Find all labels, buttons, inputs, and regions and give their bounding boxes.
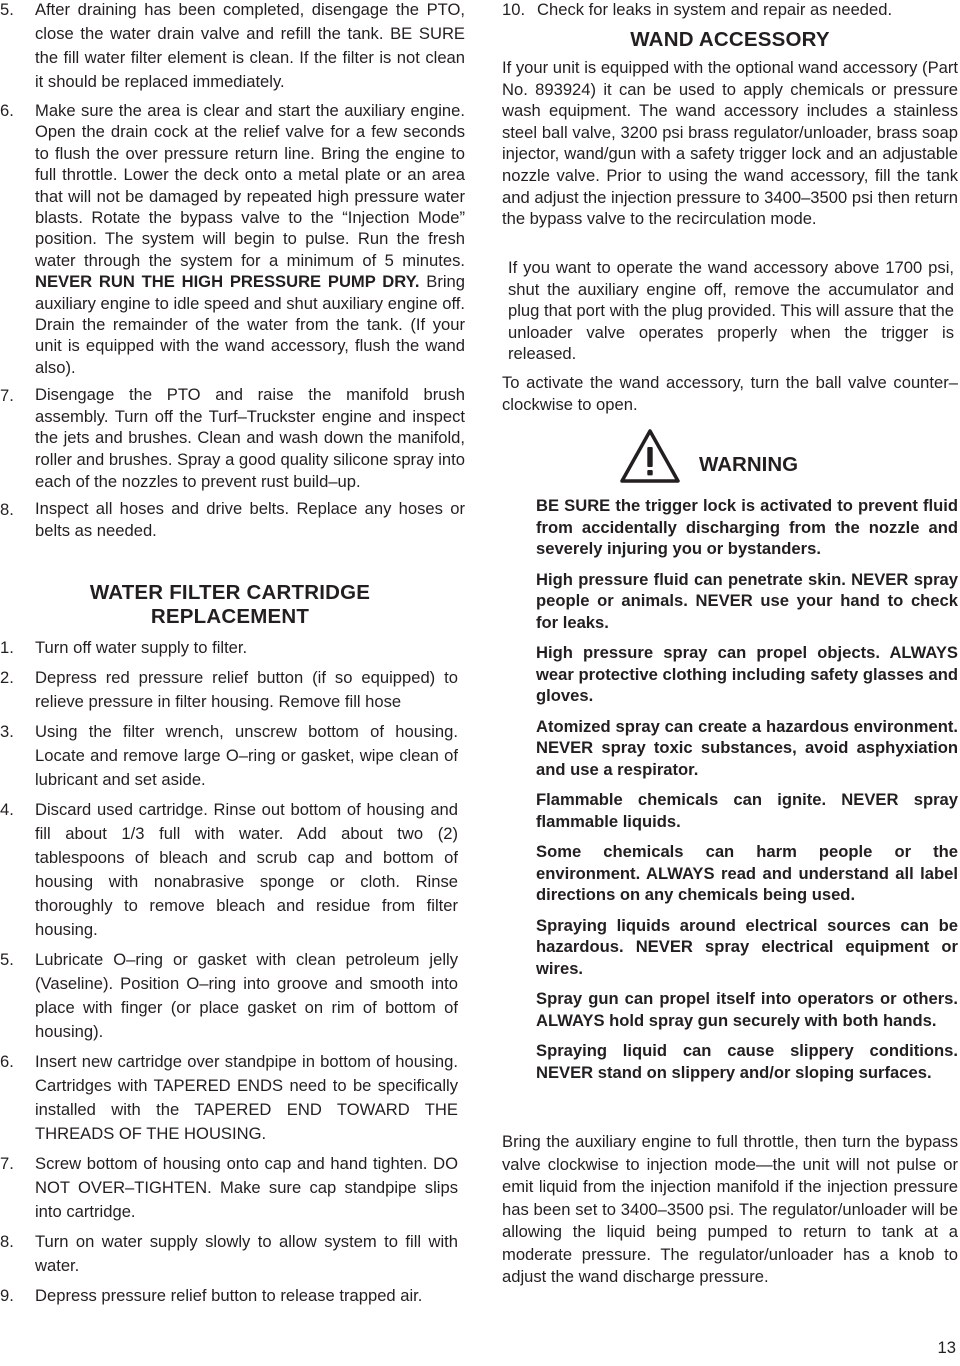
steps-b <box>0 636 458 1314</box>
warning-item: Some chemicals can harm people or the environment. ALWAYS read and understand all label directions on any chemicals being used. <box>536 842 958 904</box>
warning-header <box>619 428 919 484</box>
warning-item: Spraying liquid can cause slippery conditions. NEVER stand on slippery and/or sloping surfaces. <box>536 1041 958 1082</box>
filter-step-4: 4. Discard used cartridge. Rinse out bottom of housing and fill about 1/3 full with water. Add about two (2) tablespoons of bleach and scrub cap and bottom of housing with nonabrasive sponge or cloth. Rinse thoroughly to remove bleach and residue from filter housing. <box>0 800 458 939</box>
step-7: 7. Disengage the PTO and raise the manifold brush assembly. Turn off the Turf–Truckster engine and inspect the jets and brushes. Clean and wash down the manifold, roller and brushes. Spray a good quality silicone spray into each of the nozzles to prevent rust build–up. <box>0 385 465 491</box>
filter-heading <box>0 581 460 629</box>
warning-item: Atomized spray can create a hazardous environment. NEVER spray toxic substances, avoid asphyxiation and use a respirator. <box>536 716 958 779</box>
closing-paragraph: Bring the auxiliary engine to full throttle, then turn the bypass valve clockwise to injection mode—the unit will not pulse or emit liquid from the injection manifold if the injection pressure has been set to 3400–3500 psi. The regulator/unloader will be allowing the liquid being pumped to return to tank at a moderate pressure. The regulator/unloader has a knob to adjust the wand discharge pressure. <box>502 1132 958 1286</box>
filter-step-8: 8. Turn on water supply slowly to allow system to fill with water. <box>0 1232 458 1275</box>
warning-item: Flammable chemicals can ignite. NEVER spray flammable liquids. <box>536 790 958 831</box>
filter-step-5: 5. Lubricate O–ring or gasket with clean petroleum jelly (Vaseline). Position O–ring into groove and smooth into place with finger (or place gasket on rim of bottom of housing). <box>0 950 458 1041</box>
step-5: 5. After draining has been completed, disengage the PTO, close the water drain valve and refill the tank. BE SURE the fill water filter element is clean. If the filter is not clean it should be replaced immediately. <box>0 0 465 91</box>
warning-triangle-icon <box>619 428 681 484</box>
filter-step-9: 9. Depress pressure relief button to release trapped air. <box>0 1286 423 1305</box>
wand-paragraph-1: If your unit is equipped with the optional wand accessory (Part No. 893924) it can be used to apply chemicals or pressure wash equipment. The wand accessory includes a stainless steel ball valve, 3200 psi brass regulator/unloader, brass soap injector, wand/gun with a safety trigger lock and an adjustable nozzle valve. Prior to using the wand accessory, fill the tank and adjust the injection pressure to 3400–3500 psi then return the bypass valve to the recirculation mode. <box>502 58 958 229</box>
filter-heading-line-2: REPLACEMENT <box>150 605 310 628</box>
step-6-text-2: Bring auxiliary engine to idle speed and shut auxiliary engine off. Drain the remainder of the water from the tank. (If your unit is equipped with the wand accessory, flush the wand also). <box>35 272 465 377</box>
warning-item: BE SURE the trigger lock is activated to prevent fluid from accidentally discharging from the nozzle and severely injuring you or bystanders. <box>536 496 958 558</box>
warning-item: High pressure fluid can penetrate skin. NEVER spray people or animals. NEVER use your hand to check for leaks. <box>536 569 958 632</box>
warning-item: High pressure spray can propel objects. ALWAYS wear protective clothing including safety glasses and gloves. <box>536 643 958 705</box>
warning-label: WARNING <box>699 453 799 476</box>
warning-item: Spray gun can propel itself into operators or others. ALWAYS hold spray gun securely with both hands. <box>536 989 958 1030</box>
filter-step-7: 7. Screw bottom of housing onto cap and hand tighten. DO NOT OVER–TIGHTEN. Make sure cap standpipe slips into cartridge. <box>0 1154 458 1221</box>
step-6-text-1: Make sure the area is clear and start the auxiliary engine. Open the drain cock at the relief valve for a few seconds to flush the over pressure return line. Bring the engine to full throttle. Lower the deck onto a metal plate or an area that will not be damaged by repeated high pressure water blasts. Rotate the bypass valve to the “Injection Mode” position. The system will begin to pulse. Run the fresh water through the system for a minimum of 5 minutes. <box>35 101 465 270</box>
filter-step-2: 2. Depress red pressure relief button (if so equipped) to relieve pressure in filter housing. Remove fill hose <box>0 668 458 711</box>
step-8: 8. Inspect all hoses and drive belts. Replace any hoses or belts as needed. <box>0 499 465 540</box>
warning-item: Spraying liquids around electrical sources can be hazardous. NEVER spray electrical equipment or wires. <box>536 915 958 978</box>
wand-paragraph-2: If you want to operate the wand accessory above 1700 psi, shut the auxiliary engine off, remove the accumulator and plug that port with the plug provided. This will assure that the unloader valve operates properly when the trigger is released. <box>508 258 954 364</box>
warning-list <box>536 495 958 1092</box>
page-number: 13 <box>937 1338 956 1357</box>
step-6-warning: NEVER RUN THE HIGH PRESSURE PUMP DRY. <box>35 272 420 292</box>
wand-heading: WAND ACCESSORY <box>630 28 830 51</box>
filter-step-6: 6. Insert new cartridge over standpipe in bottom of housing. Cartridges with TAPERED ENDS need to be specifically installed with the TAPERED END TOWARD THE THREADS OF THE HOUSING. <box>0 1052 458 1143</box>
filter-heading-line-1: WATER FILTER CARTRIDGE <box>89 581 371 604</box>
filter-step-3: 3. Using the filter wrench, unscrew bottom of housing. Locate and remove large O–ring or gasket, wipe clean of lubricant and set aside. <box>0 722 458 789</box>
wand-paragraph-3: To activate the wand accessory, turn the ball valve counter–clockwise to open. <box>502 373 958 414</box>
step-10: 10. Check for leaks in system and repair as needed. <box>502 0 893 19</box>
steps-a <box>0 0 465 547</box>
step-6: 6. Make sure the area is clear and start the auxiliary engine. Open the drain cock at the relief valve for a few seconds to flush the over pressure return line. Bring the engine to full throttle. Lower the deck onto a metal plate or an area that will not be damaged by repeated high pressure water blasts. Rotate the bypass valve to the “Injection Mode” position. The system will begin to pulse. Run the fresh water through the system for a minimum of 5 minutes. NEVER RUN THE HIGH PRESSURE PUMP DRY. Bring auxiliary engine to idle speed and shut auxiliary engine off. Drain the remainder of the water from the tank. (If your unit is equipped with the wand accessory, flush the wand also). <box>0 101 465 377</box>
filter-step-1: 1. Turn off water supply to filter. <box>0 638 248 657</box>
